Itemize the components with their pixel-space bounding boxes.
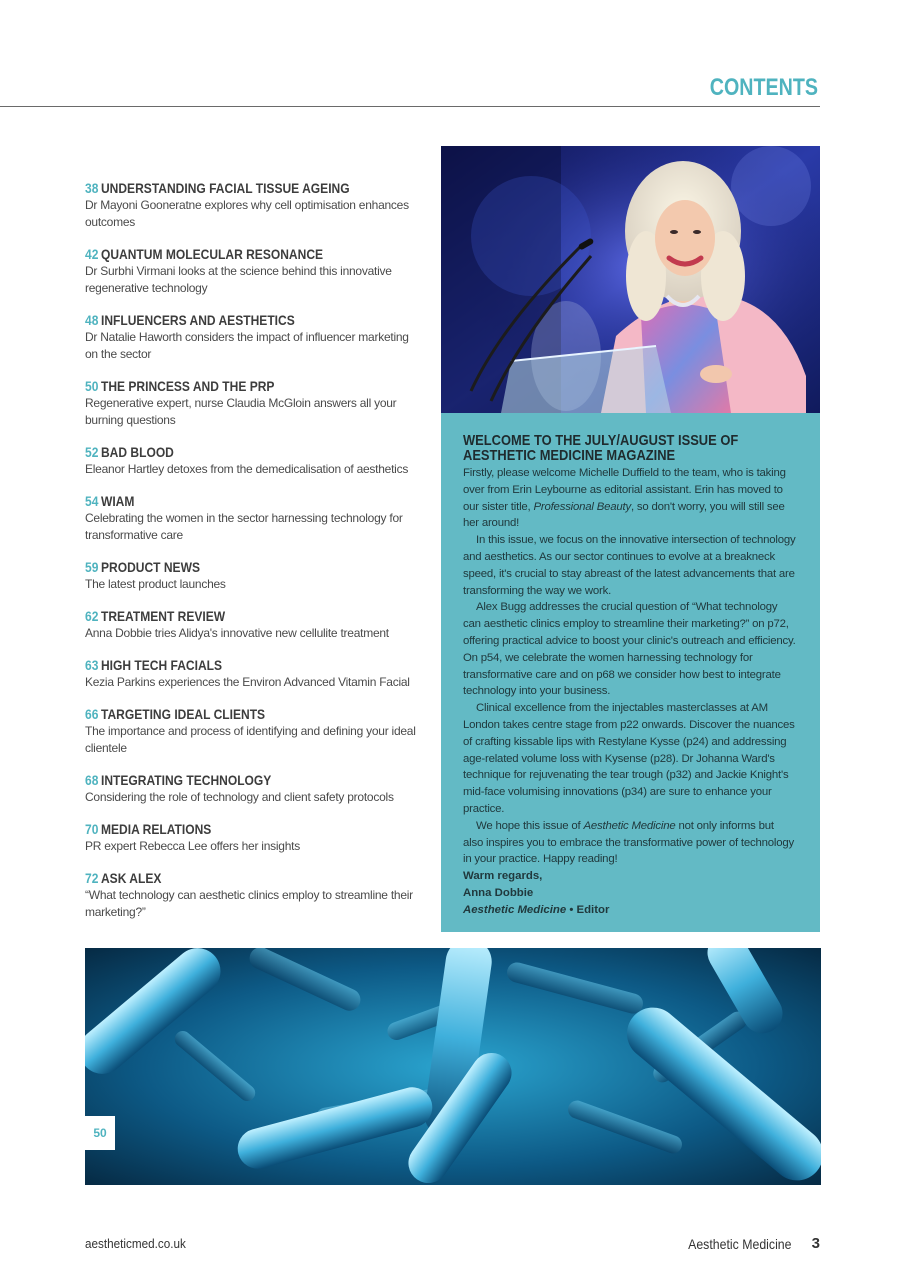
toc-item[interactable] xyxy=(85,246,420,297)
bacteria-image xyxy=(85,948,821,1185)
toc-title: THE PRINCESS AND THE PRP xyxy=(100,378,275,394)
toc-item[interactable] xyxy=(85,444,420,478)
footer-url[interactable]: aestheticmed.co.uk xyxy=(85,1236,186,1251)
editorial-paragraph: Firstly, please welcome Michelle Duffield to the team, who is taking over from Erin Leybourne as editorial assistant. Erin has moved to our sister title, Professional Beauty, so don't worry, you will still see her around! xyxy=(463,467,786,530)
toc-item[interactable] xyxy=(85,657,420,691)
toc-page-number: 70 xyxy=(85,821,99,837)
toc-description: Eleanor Hartley detoxes from the demedicalisation of aesthetics xyxy=(85,462,409,476)
toc-page-number: 68 xyxy=(85,772,99,788)
toc-description: Regenerative expert, nurse Claudia McGloin answers all your burning questions xyxy=(85,396,397,427)
toc-title: INFLUENCERS AND AESTHETICS xyxy=(100,312,295,328)
toc-item[interactable] xyxy=(85,821,420,855)
toc-page-number: 66 xyxy=(85,706,99,722)
toc-title: QUANTUM MOLECULAR RESONANCE xyxy=(100,246,324,262)
toc-page-number: 62 xyxy=(85,608,99,624)
toc-item[interactable] xyxy=(85,608,420,642)
toc-page-number: 54 xyxy=(85,493,99,509)
toc-item[interactable] xyxy=(85,870,420,921)
toc-description: PR expert Rebecca Lee offers her insights xyxy=(85,839,300,853)
toc-item[interactable] xyxy=(85,180,420,231)
toc-item[interactable] xyxy=(85,706,420,757)
toc-page-number: 38 xyxy=(85,180,99,196)
editorial-body xyxy=(463,465,796,868)
toc-page-number: 50 xyxy=(85,378,99,394)
image-page-badge: 50 xyxy=(85,1116,115,1150)
toc-description: Anna Dobbie tries Alidya's innovative new cellulite treatment xyxy=(85,626,389,640)
toc-title: HIGH TECH FACIALS xyxy=(100,657,223,673)
toc-description: “What technology can aesthetic clinics employ to streamline their marketing?” xyxy=(85,888,413,919)
table-of-contents xyxy=(85,180,420,936)
editorial-paragraph: Alex Bugg addresses the crucial question of “What technology can aesthetic clinics employ to streamline their marketing?” on p72, offering practical advice to boost your clinic's outreach and efficiency. On p54, we celebrate the women harnessing technology for transformative care and on p68 we consider how best to integrate technology into your business. xyxy=(463,601,796,698)
toc-item[interactable] xyxy=(85,493,420,544)
toc-title: TARGETING IDEAL CLIENTS xyxy=(100,706,266,722)
toc-description: Dr Natalie Haworth considers the impact of influencer marketing on the sector xyxy=(85,330,409,361)
editorial-paragraph: We hope this issue of Aesthetic Medicine not only informs but also inspires you to embrace the transformative power of technology in your practice. Happy reading! xyxy=(463,819,795,866)
toc-description: Dr Surbhi Virmani looks at the science behind this innovative regenerative technology xyxy=(85,264,392,295)
footer-page-number: 3 xyxy=(811,1235,820,1252)
toc-page-number: 63 xyxy=(85,657,99,673)
toc-page-number: 72 xyxy=(85,870,99,886)
editor-name: Anna Dobbie xyxy=(463,886,534,899)
toc-item[interactable] xyxy=(85,772,420,806)
editorial-panel xyxy=(441,413,820,932)
toc-page-number: 48 xyxy=(85,312,99,328)
toc-item[interactable] xyxy=(85,312,420,363)
editorial-paragraph: Clinical excellence from the injectables masterclasses at AM London takes centre stage from p22 onwards. Discover the nuances of crafting kissable lips with Restylane Kysse (p24) and addressing age-related volume loss with Kysense (p28). Dr Johanna Ward's technique for rejuvenating the tear trough (p32) and Jackie Knight's mid-face volumising innovations (p34) are sure to enhance your practice. xyxy=(463,702,795,815)
toc-page-number: 42 xyxy=(85,246,99,262)
toc-description: The importance and process of identifying and defining your ideal clientele xyxy=(85,724,416,755)
header-divider xyxy=(0,106,820,107)
toc-title: WIAM xyxy=(100,493,135,509)
toc-item[interactable] xyxy=(85,559,420,593)
editorial-title: WELCOME TO THE JULY/AUGUST ISSUE OF AESTHETIC MEDICINE MAGAZINE xyxy=(463,432,739,464)
toc-page-number: 52 xyxy=(85,444,99,460)
toc-title: TREATMENT REVIEW xyxy=(100,608,226,624)
editor-photo xyxy=(441,146,820,413)
toc-description: Celebrating the women in the sector harnessing technology for transformative care xyxy=(85,511,403,542)
toc-item[interactable] xyxy=(85,378,420,429)
editor-role: Aesthetic Medicine • Editor xyxy=(463,903,610,916)
toc-title: MEDIA RELATIONS xyxy=(100,821,212,837)
toc-title: UNDERSTANDING FACIAL TISSUE AGEING xyxy=(100,180,350,196)
toc-page-number: 59 xyxy=(85,559,99,575)
editorial-signoff: Warm regards, xyxy=(463,870,543,883)
page-title: CONTENTS xyxy=(709,74,818,101)
toc-description: Considering the role of technology and client safety protocols xyxy=(85,790,394,804)
toc-description: The latest product launches xyxy=(85,577,226,591)
editorial-paragraph: In this issue, we focus on the innovative intersection of technology and aesthetics. As our sector continues to evolve at a breakneck speed, it's crucial to stay abreast of the latest advancements that are transforming the way we work. xyxy=(463,534,796,597)
toc-description: Kezia Parkins experiences the Environ Advanced Vitamin Facial xyxy=(85,675,410,689)
toc-title: INTEGRATING TECHNOLOGY xyxy=(100,772,272,788)
footer-magazine-name: Aesthetic Medicine xyxy=(688,1236,792,1252)
toc-description: Dr Mayoni Gooneratne explores why cell optimisation enhances outcomes xyxy=(85,198,409,229)
toc-title: ASK ALEX xyxy=(100,870,162,886)
toc-title: BAD BLOOD xyxy=(100,444,174,460)
toc-title: PRODUCT NEWS xyxy=(100,559,200,575)
